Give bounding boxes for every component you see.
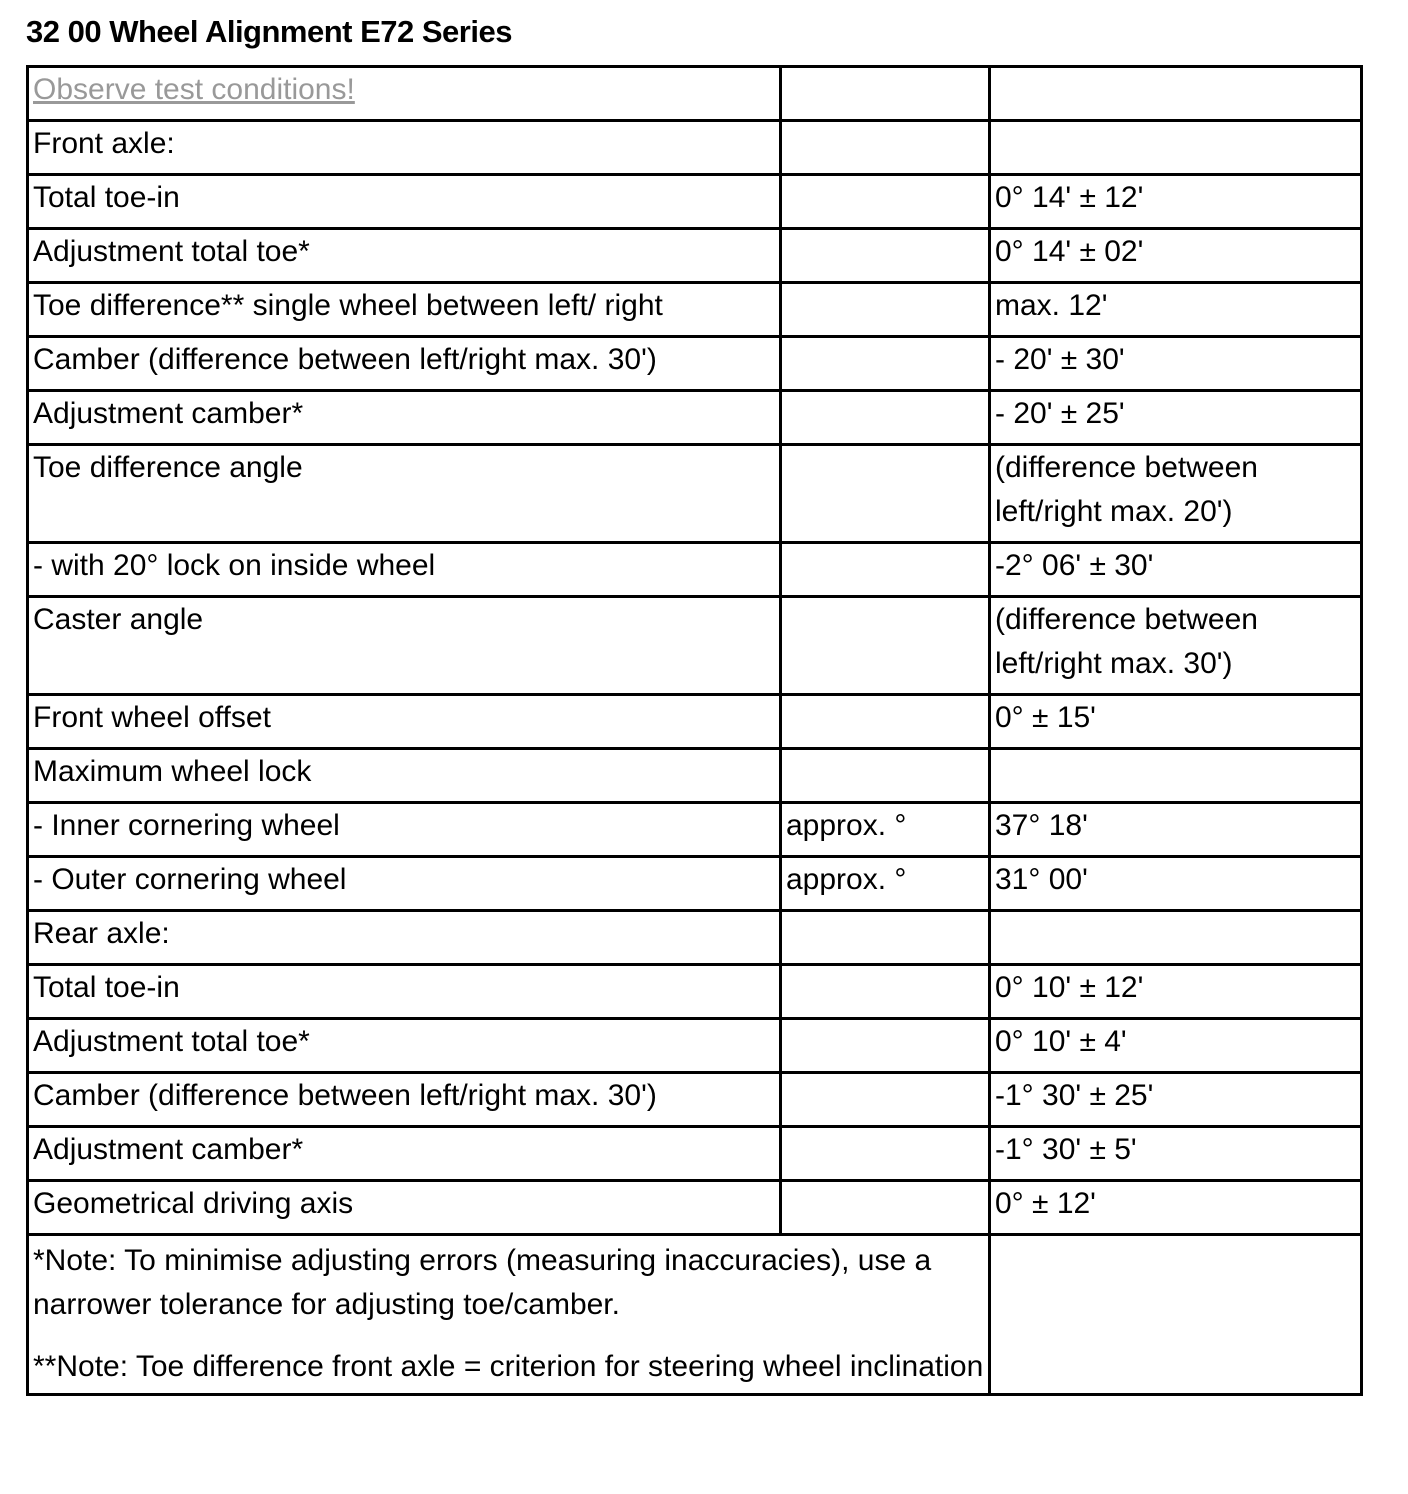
table-row xyxy=(28,597,1362,695)
cell-value: 0° 10' ± 12' xyxy=(990,965,1362,1019)
cell-value: 0° ± 12' xyxy=(990,1181,1362,1235)
cell-mid xyxy=(781,1181,990,1235)
cell-value: 37° 18' xyxy=(990,803,1362,857)
note-toe-difference: **Note: Toe difference front axle = criterion for steering wheel inclination xyxy=(33,1350,984,1383)
table-row xyxy=(28,749,1362,803)
cell-label: Total toe-in xyxy=(28,965,781,1019)
cell-mid xyxy=(781,597,990,695)
cell-label: Adjustment total toe* xyxy=(28,1019,781,1073)
page-title: 32 00 Wheel Alignment E72 Series xyxy=(26,14,512,49)
cell-mid xyxy=(781,175,990,229)
table-row xyxy=(28,1019,1362,1073)
cell-value xyxy=(990,749,1362,803)
cell-value: - 20' ± 25' xyxy=(990,391,1362,445)
cell-value: 0° 14' ± 12' xyxy=(990,175,1362,229)
cell-mid xyxy=(781,911,990,965)
table-row xyxy=(28,1073,1362,1127)
cell-label: - Outer cornering wheel xyxy=(28,857,781,911)
cell-mid xyxy=(781,337,990,391)
cell-label: Front axle: xyxy=(28,121,781,175)
cell-mid xyxy=(781,695,990,749)
cell-label: Caster angle xyxy=(28,597,781,695)
cell-value: 0° ± 15' xyxy=(990,695,1362,749)
table-row xyxy=(28,337,1362,391)
cell-mid xyxy=(781,121,990,175)
cell-value: max. 12' xyxy=(990,283,1362,337)
cell-mid: approx. ° xyxy=(781,803,990,857)
cell-label: Rear axle: xyxy=(28,911,781,965)
cell-mid xyxy=(781,965,990,1019)
cell-label: Front wheel offset xyxy=(28,695,781,749)
cell-mid xyxy=(781,749,990,803)
cell-value xyxy=(990,911,1362,965)
cell-mid xyxy=(781,229,990,283)
cell-mid xyxy=(781,543,990,597)
cell-mid xyxy=(781,283,990,337)
table-row xyxy=(28,445,1362,543)
table-row-notes xyxy=(28,1235,1362,1395)
cell-value: (difference between left/right max. 30') xyxy=(990,597,1362,695)
table-row-header-link xyxy=(28,67,1362,121)
cell-label: Adjustment camber* xyxy=(28,391,781,445)
table-row xyxy=(28,543,1362,597)
cell-mid xyxy=(781,67,990,121)
cell-value: -1° 30' ± 25' xyxy=(990,1073,1362,1127)
cell-label: Total toe-in xyxy=(28,175,781,229)
table-row xyxy=(28,391,1362,445)
table-row xyxy=(28,911,1362,965)
table-row xyxy=(28,1181,1362,1235)
cell-value: 0° 10' ± 4' xyxy=(990,1019,1362,1073)
cell-label: - Inner cornering wheel xyxy=(28,803,781,857)
table-row xyxy=(28,803,1362,857)
observe-test-conditions-link[interactable]: Observe test conditions! xyxy=(33,73,355,106)
notes-cell xyxy=(28,1235,990,1395)
cell-mid xyxy=(781,391,990,445)
table-row xyxy=(28,965,1362,1019)
cell-value-empty xyxy=(990,1235,1362,1395)
cell-label: Camber (difference between left/right max. 30') xyxy=(28,1073,781,1127)
cell-value: - 20' ± 30' xyxy=(990,337,1362,391)
table-row xyxy=(28,121,1362,175)
cell-label: Adjustment camber* xyxy=(28,1127,781,1181)
note-adjusting-errors: *Note: To minimise adjusting errors (measuring inaccuracies), use a narrower tolerance for adjusting toe/camber. xyxy=(33,1244,932,1321)
cell-mid xyxy=(781,1019,990,1073)
cell-label: Toe difference** single wheel between left/ right xyxy=(28,283,781,337)
cell-value: 0° 14' ± 02' xyxy=(990,229,1362,283)
cell-mid: approx. ° xyxy=(781,857,990,911)
table-row xyxy=(28,857,1362,911)
table-row xyxy=(28,1127,1362,1181)
cell-value: (difference between left/right max. 20') xyxy=(990,445,1362,543)
cell-label: - with 20° lock on inside wheel xyxy=(28,543,781,597)
cell-value xyxy=(990,121,1362,175)
table-row xyxy=(28,175,1362,229)
cell-value: -2° 06' ± 30' xyxy=(990,543,1362,597)
cell-label xyxy=(28,67,781,121)
table-row xyxy=(28,283,1362,337)
cell-mid xyxy=(781,1073,990,1127)
cell-mid xyxy=(781,1127,990,1181)
table-row xyxy=(28,229,1362,283)
wheel-alignment-table xyxy=(26,65,1363,1396)
cell-value: -1° 30' ± 5' xyxy=(990,1127,1362,1181)
cell-label: Toe difference angle xyxy=(28,445,781,543)
cell-label: Camber (difference between left/right max. 30') xyxy=(28,337,781,391)
table-row xyxy=(28,695,1362,749)
cell-mid xyxy=(781,445,990,543)
cell-label: Geometrical driving axis xyxy=(28,1181,781,1235)
cell-label: Adjustment total toe* xyxy=(28,229,781,283)
cell-value xyxy=(990,67,1362,121)
cell-value: 31° 00' xyxy=(990,857,1362,911)
cell-label: Maximum wheel lock xyxy=(28,749,781,803)
